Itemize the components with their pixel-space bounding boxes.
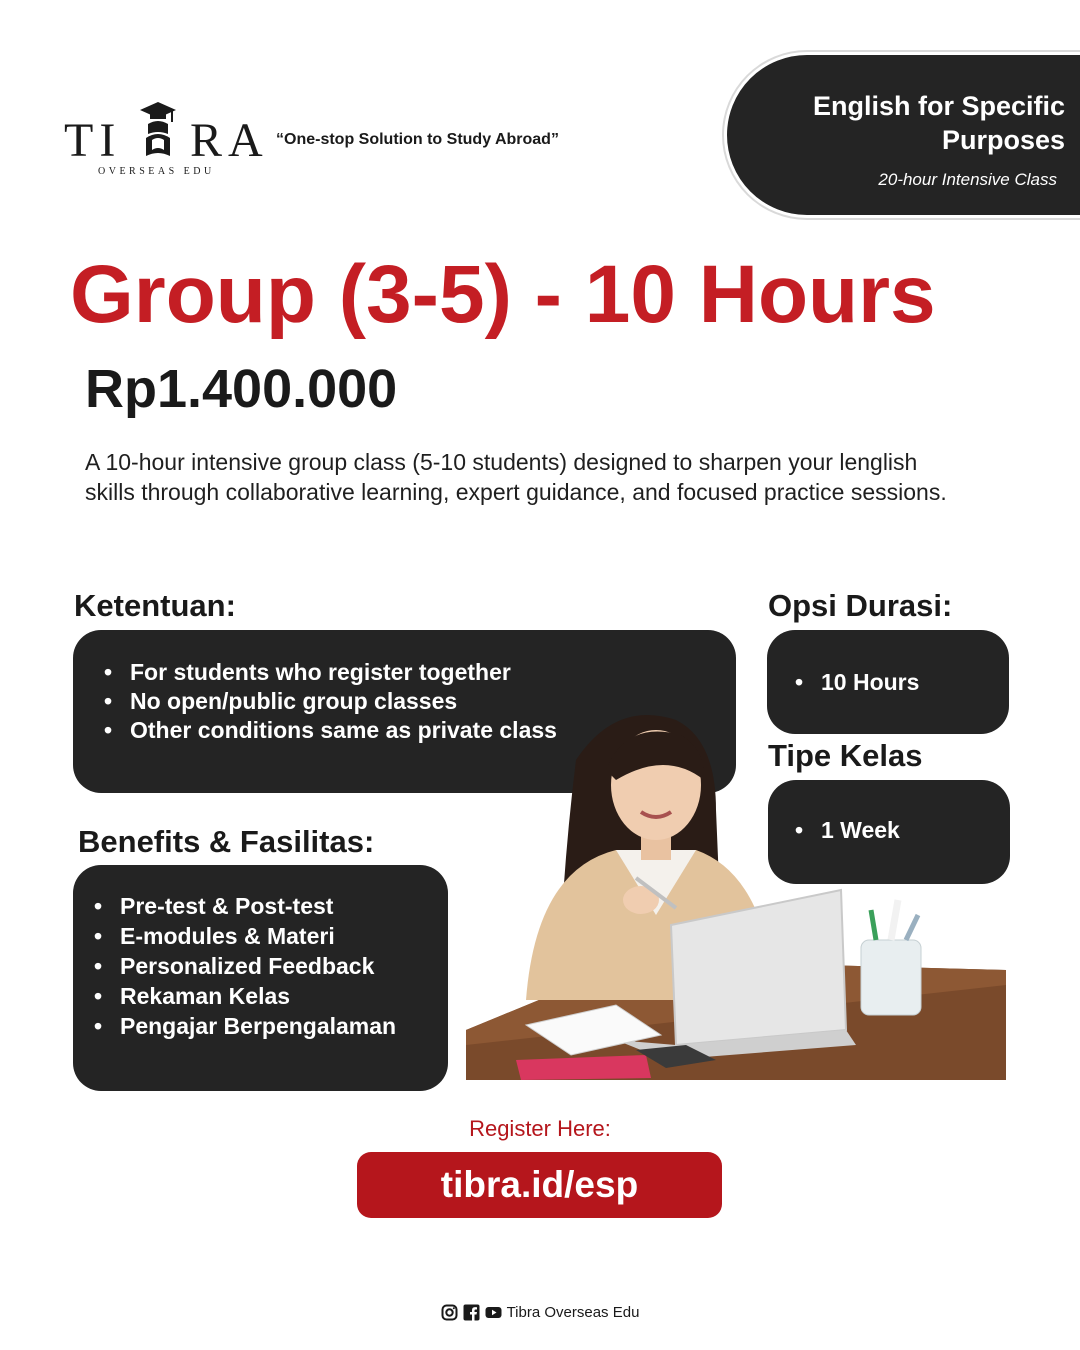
svg-text:RA: RA (190, 114, 269, 164)
logo-subtext: OVERSEAS EDU (98, 166, 215, 177)
course-badge (724, 52, 1080, 218)
bullet-icon: • (94, 953, 103, 979)
list-item: • No open/public group classes (104, 688, 458, 714)
list-item: • 10 Hours (795, 669, 920, 695)
list-item: • Personalized Feedback (94, 953, 375, 979)
register-link-button[interactable]: tibra.id/esp (357, 1152, 722, 1218)
youtube-icon[interactable] (485, 1304, 502, 1321)
list-item: • Pengajar Berpengalaman (94, 1013, 397, 1039)
register-label: Register Here: (469, 1116, 611, 1141)
bullet-icon: • (795, 817, 804, 843)
opsi-durasi-heading: Opsi Durasi: (768, 588, 953, 623)
opsi-durasi-list (795, 667, 920, 697)
tipe-kelas-heading: Tipe Kelas (768, 738, 923, 773)
list-item: • E-modules & Materi (94, 923, 335, 949)
bullet-icon: • (94, 923, 103, 949)
tagline: “One-stop Solution to Study Abroad” (276, 131, 559, 148)
description: A 10-hour intensive group class (5-10 students) designed to sharpen your lenglish skills through collaborative learning, expert guidance, and focused practice sessions. (85, 449, 947, 505)
benefits-box (73, 865, 448, 1091)
list-item: • Rekaman Kelas (94, 983, 291, 1009)
list-item: • Other conditions same as private class (104, 717, 557, 743)
bullet-icon: • (104, 659, 113, 685)
bullet-icon: • (94, 893, 103, 919)
price: Rp1.400.000 (85, 359, 398, 419)
facebook-icon[interactable] (463, 1304, 480, 1321)
bullet-icon: • (104, 688, 113, 714)
student-laptop-illustration (466, 700, 1006, 1080)
bullet-icon: • (94, 983, 103, 1009)
footer (0, 1304, 1080, 1324)
footer-brand-name: Tibra Overseas Edu (506, 1304, 640, 1321)
benefits-list (94, 891, 397, 1041)
ketentuan-heading: Ketentuan: (74, 588, 236, 623)
bullet-icon: • (94, 1013, 103, 1039)
list-item: • 1 Week (795, 817, 900, 843)
benefits-heading: Benefits & Fasilitas: (78, 824, 375, 859)
bullet-icon: • (104, 717, 113, 743)
page-title: Group (3-5) - 10 Hours (70, 249, 936, 340)
bullet-icon: • (795, 669, 804, 695)
course-title: English for Specific Purposes (812, 91, 1065, 155)
svg-text:TI: TI (64, 114, 122, 164)
course-subtitle: 20-hour Intensive Class (878, 170, 1057, 189)
list-item: • For students who register together (104, 659, 511, 685)
instagram-icon[interactable] (441, 1304, 458, 1321)
list-item: • Pre-test & Post-test (94, 893, 334, 919)
brand-logo (64, 100, 274, 180)
logo-wordmark-graphic (64, 114, 274, 164)
